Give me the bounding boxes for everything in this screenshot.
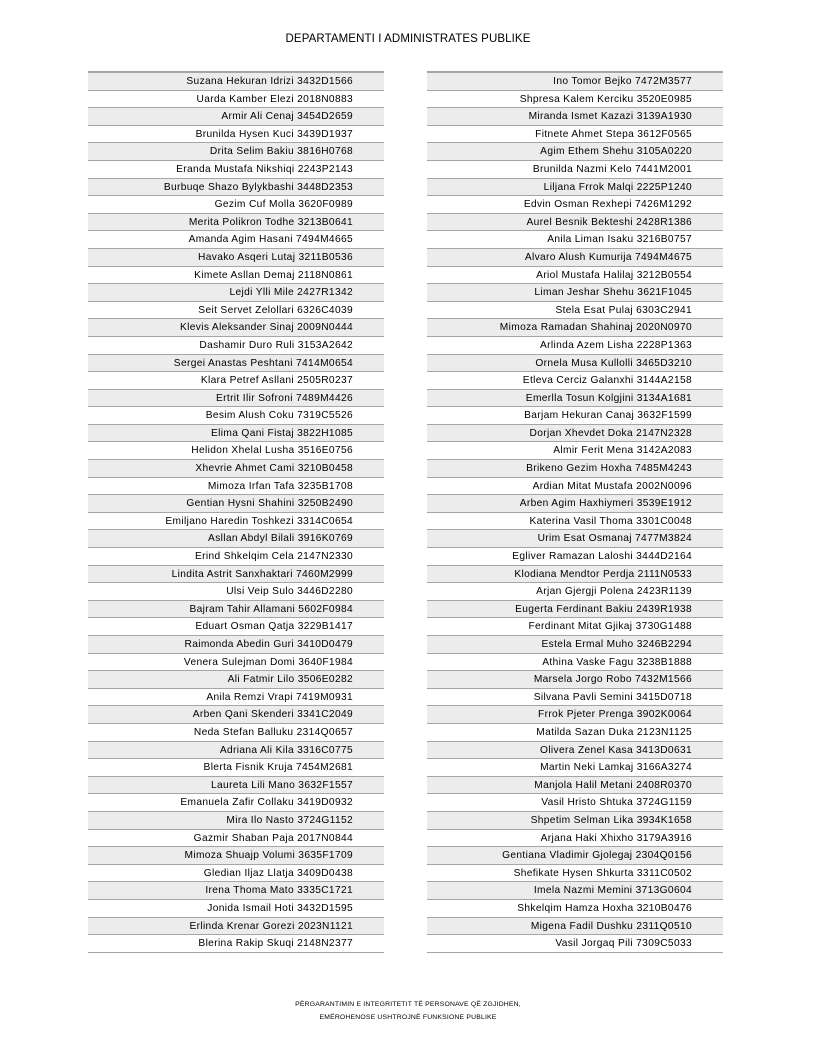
list-item: Arlinda Azem Lisha 2228P1363 — [427, 337, 723, 355]
list-item: Gentiana Vladimir Gjolegaj 2304Q0156 — [427, 847, 723, 865]
list-item: Dorjan Xhevdet Doka 2147N2328 — [427, 425, 723, 443]
list-item: Arben Qani Skenderi 3341C2049 — [88, 706, 384, 724]
list-item: Raimonda Abedin Guri 3410D0479 — [88, 636, 384, 654]
list-item: Suzana Hekuran Idrizi 3432D1566 — [88, 73, 384, 91]
list-item: Irena Thoma Mato 3335C1721 — [88, 882, 384, 900]
list-item: Arjan Gjergji Polena 2423R1139 — [427, 583, 723, 601]
list-item: Adriana Ali Kila 3316C0775 — [88, 742, 384, 760]
list-item: Emanuela Zafir Collaku 3419D0932 — [88, 794, 384, 812]
list-item: Katerina Vasil Thoma 3301C0048 — [427, 513, 723, 531]
list-item: Armir Ali Cenaj 3454D2659 — [88, 108, 384, 126]
list-item: Manjola Halil Metani 2408R0370 — [427, 777, 723, 795]
list-item: Agim Ethem Shehu 3105A0220 — [427, 143, 723, 161]
list-item: Olivera Zenel Kasa 3413D0631 — [427, 742, 723, 760]
list-item: Jonida Ismail Hoti 3432D1595 — [88, 900, 384, 918]
list-item: Shpetim Selman Lika 3934K1658 — [427, 812, 723, 830]
list-item: Brunilda Hysen Kuci 3439D1937 — [88, 126, 384, 144]
list-item: Vasil Jorgaq Pili 7309C5033 — [427, 935, 723, 953]
list-item: Havako Asqeri Lutaj 3211B0536 — [88, 249, 384, 267]
footer-line-1: PËRGARANTIMIN E INTEGRITETIT TË PERSONAVE QË ZGJIDHEN, — [295, 1001, 521, 1008]
list-item: Blerina Rakip Skuqi 2148N2377 — [88, 935, 384, 953]
list-item: Klevis Aleksander Sinaj 2009N0444 — [88, 319, 384, 337]
page-footer — [0, 998, 816, 1024]
list-item: Dashamir Duro Ruli 3153A2642 — [88, 337, 384, 355]
list-item: Sergei Anastas Peshtani 7414M0654 — [88, 355, 384, 373]
list-item: Helidon Xhelal Lusha 3516E0756 — [88, 442, 384, 460]
list-item: Fitnete Ahmet Stepa 3612F0565 — [427, 126, 723, 144]
list-item: Emerlla Tosun Kolgjini 3134A1681 — [427, 390, 723, 408]
list-item: Amanda Agim Hasani 7494M4665 — [88, 231, 384, 249]
list-item: Drita Selim Bakiu 3816H0768 — [88, 143, 384, 161]
list-item: Gentian Hysni Shahini 3250B2490 — [88, 495, 384, 513]
list-item: Vasil Hristo Shtuka 3724G1159 — [427, 794, 723, 812]
list-item: Liman Jeshar Shehu 3621F1045 — [427, 284, 723, 302]
list-item: Seit Servet Zelollari 6326C4039 — [88, 302, 384, 320]
list-item: Lejdi Ylli Mile 2427R1342 — [88, 284, 384, 302]
list-item: Eduart Osman Qatja 3229B1417 — [88, 618, 384, 636]
list-item: Shkelqim Hamza Hoxha 3210B0476 — [427, 900, 723, 918]
list-item: Bajram Tahir Allamani 5602F0984 — [88, 601, 384, 619]
list-item: Liljana Frrok Malqi 2225P1240 — [427, 179, 723, 197]
list-item: Egliver Ramazan Laloshi 3444D2164 — [427, 548, 723, 566]
list-item: Besim Alush Coku 7319C5526 — [88, 407, 384, 425]
list-item: Migena Fadil Dushku 2311Q0510 — [427, 918, 723, 936]
list-item: Aurel Besnik Bekteshi 2428R1386 — [427, 214, 723, 232]
list-item: Ino Tomor Bejko 7472M3577 — [427, 73, 723, 91]
list-item: Ardian Mitat Mustafa 2002N0096 — [427, 478, 723, 496]
list-item: Edvin Osman Rexhepi 7426M1292 — [427, 196, 723, 214]
list-item: Urim Esat Osmanaj 7477M3824 — [427, 530, 723, 548]
list-item: Eranda Mustafa Nikshiqi 2243P2143 — [88, 161, 384, 179]
list-item: Kimete Asllan Demaj 2118N0861 — [88, 267, 384, 285]
list-item: Ali Fatmir Lilo 3506E0282 — [88, 671, 384, 689]
list-item: Miranda Ismet Kazazi 3139A1930 — [427, 108, 723, 126]
list-item: Marsela Jorgo Robo 7432M1566 — [427, 671, 723, 689]
list-item: Almir Ferit Mena 3142A2083 — [427, 442, 723, 460]
list-item: Silvana Pavli Semini 3415D0718 — [427, 689, 723, 707]
list-item: Klara Petref Asllani 2505R0237 — [88, 372, 384, 390]
list-item: Klodiana Mendtor Perdja 2111N0533 — [427, 566, 723, 584]
list-item: Erlinda Krenar Gorezi 2023N1121 — [88, 918, 384, 936]
list-item: Emiljano Haredin Toshkezi 3314C0654 — [88, 513, 384, 531]
list-item: Xhevrie Ahmet Cami 3210B0458 — [88, 460, 384, 478]
list-item: Mira Ilo Nasto 3724G1152 — [88, 812, 384, 830]
list-item: Brikeno Gezim Hoxha 7485M4243 — [427, 460, 723, 478]
list-item: Venera Sulejman Domi 3640F1984 — [88, 654, 384, 672]
list-item: Mimoza Irfan Tafa 3235B1708 — [88, 478, 384, 496]
footer-line-2: EMËROHENOSE USHTROJNË FUNKSIONE PUBLIKE — [319, 1014, 497, 1021]
right-name-list — [427, 71, 723, 953]
list-item: Frrok Pjeter Prenga 3902K0064 — [427, 706, 723, 724]
list-item: Arben Agim Haxhiymeri 3539E1912 — [427, 495, 723, 513]
list-item: Stela Esat Pulaj 6303C2941 — [427, 302, 723, 320]
list-item: Mimoza Shuajp Volumi 3635F1709 — [88, 847, 384, 865]
left-name-list — [88, 71, 384, 953]
list-item: Martin Neki Lamkaj 3166A3274 — [427, 759, 723, 777]
list-item: Merita Polikron Todhe 3213B0641 — [88, 214, 384, 232]
list-item: Laureta Lili Mano 3632F1557 — [88, 777, 384, 795]
list-item: Anila Liman Isaku 3216B0757 — [427, 231, 723, 249]
list-item: Matilda Sazan Duka 2123N1125 — [427, 724, 723, 742]
list-item: Imela Nazmi Memini 3713G0604 — [427, 882, 723, 900]
list-item: Alvaro Alush Kumurija 7494M4675 — [427, 249, 723, 267]
list-item: Lindita Astrit Sanxhaktari 7460M2999 — [88, 566, 384, 584]
list-item: Gazmir Shaban Paja 2017N0844 — [88, 830, 384, 848]
list-item: Ariol Mustafa Halilaj 3212B0554 — [427, 267, 723, 285]
list-item: Uarda Kamber Elezi 2018N0883 — [88, 91, 384, 109]
list-item: Asllan Abdyl Bilali 3916K0769 — [88, 530, 384, 548]
list-item: Elima Qani Fistaj 3822H1085 — [88, 425, 384, 443]
list-item: Mimoza Ramadan Shahinaj 2020N0970 — [427, 319, 723, 337]
list-item: Ferdinant Mitat Gjikaj 3730G1488 — [427, 618, 723, 636]
list-item: Blerta Fisnik Kruja 7454M2681 — [88, 759, 384, 777]
list-item: Athina Vaske Fagu 3238B1888 — [427, 654, 723, 672]
list-item: Barjam Hekuran Canaj 3632F1599 — [427, 407, 723, 425]
list-item: Ertrit Ilir Sofroni 7489M4426 — [88, 390, 384, 408]
list-item: Neda Stefan Balluku 2314Q0657 — [88, 724, 384, 742]
list-item: Burbuqe Shazo Bylykbashi 3448D2353 — [88, 179, 384, 197]
list-item: Arjana Haki Xhixho 3179A3916 — [427, 830, 723, 848]
list-item: Erind Shkelqim Cela 2147N2330 — [88, 548, 384, 566]
list-item: Gledian Iljaz Llatja 3409D0438 — [88, 865, 384, 883]
list-item: Etleva Cerciz Galanxhi 3144A2158 — [427, 372, 723, 390]
list-item: Anila Remzi Vrapi 7419M0931 — [88, 689, 384, 707]
list-item: Shpresa Kalem Kerciku 3520E0985 — [427, 91, 723, 109]
list-item: Ulsi Veip Sulo 3446D2280 — [88, 583, 384, 601]
list-item: Estela Ermal Muho 3246B2294 — [427, 636, 723, 654]
list-item: Shefikate Hysen Shkurta 3311C0502 — [427, 865, 723, 883]
list-item: Brunilda Nazmi Kelo 7441M2001 — [427, 161, 723, 179]
list-item: Gezim Cuf Molla 3620F0989 — [88, 196, 384, 214]
list-item: Ornela Musa Kullolli 3465D3210 — [427, 355, 723, 373]
page-title: DEPARTAMENTI I ADMINISTRATES PUBLIKE — [285, 33, 531, 45]
list-item: Eugerta Ferdinant Bakiu 2439R1938 — [427, 601, 723, 619]
